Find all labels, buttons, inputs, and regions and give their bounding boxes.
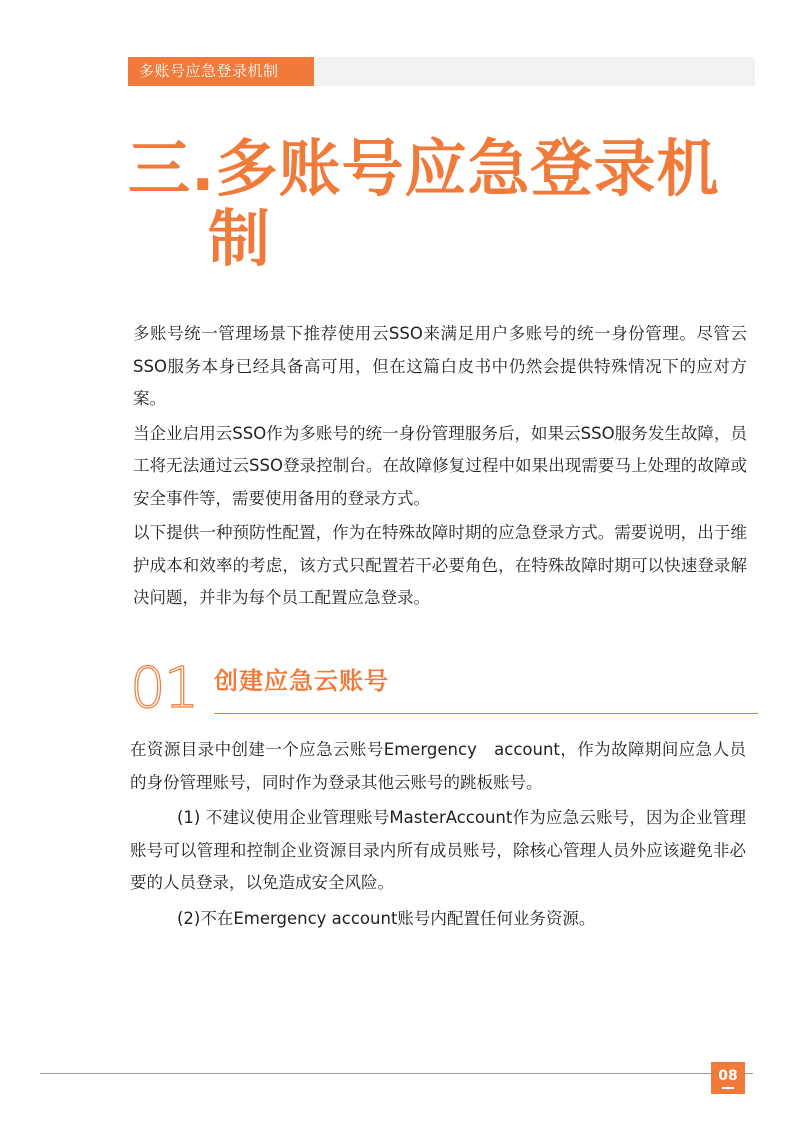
section-number: 01 [130,656,198,721]
page-title-line-1: 三.多账号应急登录机 [128,132,720,205]
header-section-tag: 多账号应急登录机制 [128,57,314,86]
page-number-underline [722,1087,734,1089]
section-paragraph: (1) 不建议使用企业管理账号MasterAccount作为应急云账号，因为企业管理账号可以管理和控制企业资源目录内所有成员账号，除核心管理人员外应该避免非必要的人员登录，以免造成安全风险。 [130,808,746,892]
intro-paragraph: 以下提供一种预防性配置，作为在特殊故障时期的应急登录方式。需要说明，出于维护成本和效率的考虑，该方式只配置若干必要角色，在特殊故障时期可以快速登录解决问题，并非为每个员工配置应急登录。 [133,523,747,607]
page-title [128,134,738,274]
page-number: 08 [718,1068,738,1084]
page-title-line-2: 制 [208,202,272,275]
page-number-badge [711,1062,745,1094]
section-title: 创建应急云账号 [214,667,389,695]
section-paragraph: (2)不在Emergency account账号内配置任何业务资源。 [177,908,596,928]
intro-paragraph: 多账号统一管理场景下推荐使用云SSO来满足用户多账号的统一身份管理。尽管云SSO服务本身已经具备高可用，但在这篇白皮书中仍然会提供特殊情况下的应对方案。 [133,324,747,408]
intro-paragraph: 当企业启用云SSO作为多账号的统一身份管理服务后，如果云SSO服务发生故障，员工将无法通过云SSO登录控制台。在故障修复过程中如果出现需要马上处理的故障或安全事件等，需要使用备用的登录方式。 [133,423,747,508]
section-body [130,734,746,938]
footer-divider [40,1073,753,1074]
section-divider [214,713,758,714]
section-paragraph: 在资源目录中创建一个应急云账号Emergency account，作为故障期间应急人员的身份管理账号，同时作为登录其他云账号的跳板账号。 [130,740,746,792]
intro-text [133,318,747,617]
